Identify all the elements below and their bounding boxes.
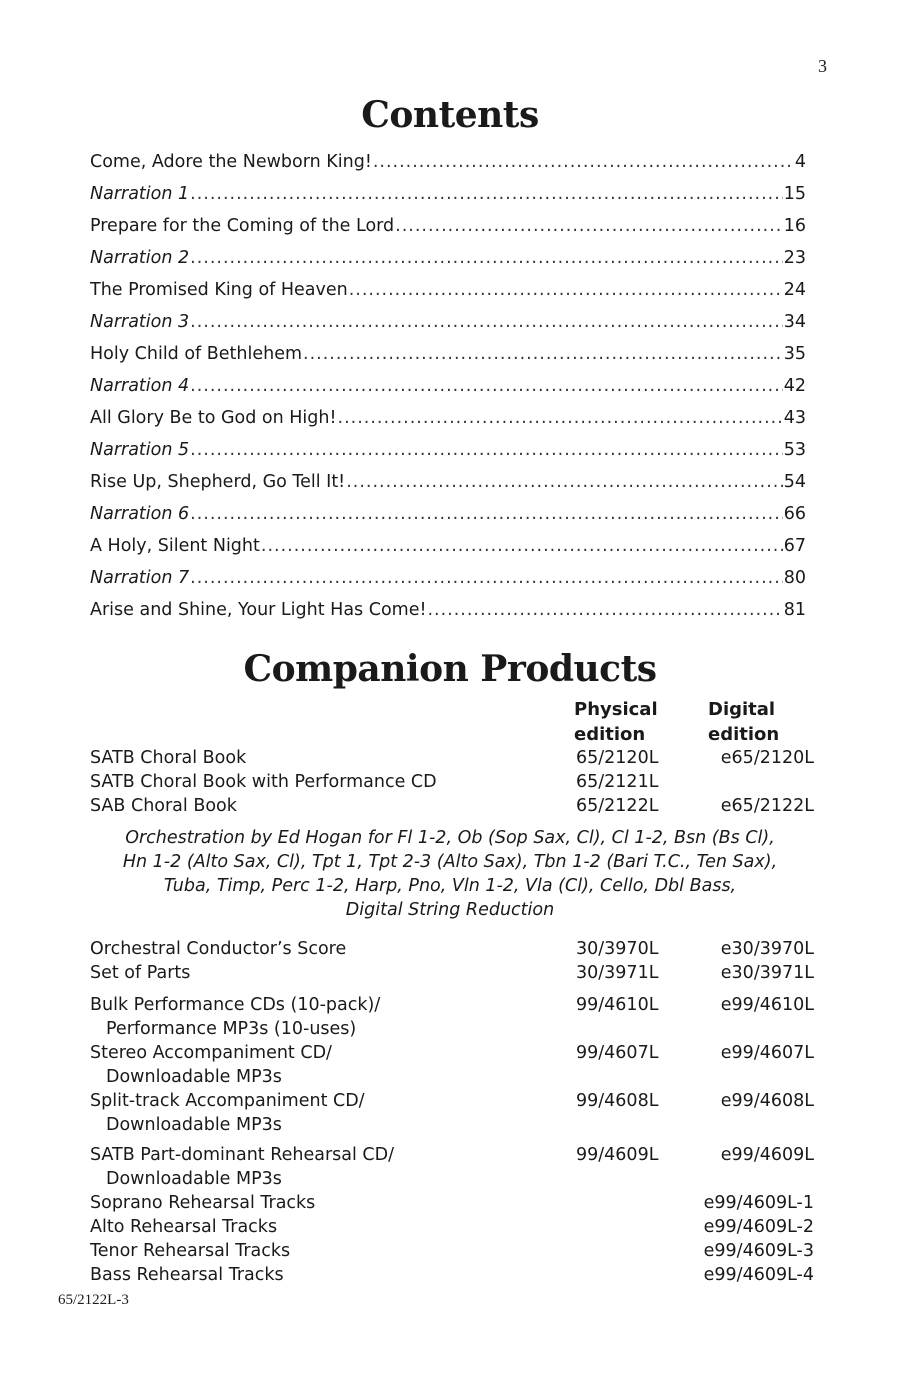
product-name: Split-track Accompaniment CD/ [90,1091,365,1111]
product-name: Set of Parts [90,963,191,983]
product-row [90,1215,814,1239]
toc-entry[interactable] [90,210,806,242]
product-row [90,794,814,818]
toc-entry-title: Prepare for the Coming of the Lord [90,216,395,236]
toc-entry-title: Narration 4 [90,376,190,396]
toc-entry[interactable] [90,530,806,562]
product-row [90,1041,814,1087]
dot-leader [190,242,783,274]
orchestration-line: Hn 1-2 (Alto Sax, Cl), Tpt 1, Tpt 2-3 (Alto Sax), Tbn 1-2 (Bari T.C., Ten Sax), [122,852,778,872]
digital-code: e99/4609L-2 [703,1217,814,1237]
companion-products-heading: Companion Products [243,648,657,690]
toc-entry-page: 42 [783,376,806,396]
product-name: Stereo Accompaniment CD/ [90,1043,332,1063]
physical-code: 99/4610L [576,995,659,1015]
physical-code: 30/3971L [576,963,659,983]
orchestration-line: Tuba, Timp, Perc 1-2, Harp, Pno, Vln 1-2, Vla (Cl), Cello, Dbl Bass, [163,876,737,896]
dot-leader [190,178,783,210]
product-row [90,961,814,985]
toc-entry-title: Narration 2 [90,248,190,268]
product-name-continued: Downloadable MP3s [106,1115,282,1135]
toc-entry-title: All Glory Be to God on High! [90,408,337,428]
footer-product-code: 65/2122L-3 [58,1292,129,1308]
contents-heading: Contents [361,94,539,136]
toc-entry[interactable] [90,498,806,530]
toc-entry[interactable] [90,178,806,210]
digital-code: e99/4607L [720,1043,814,1063]
toc-entry-title: Holy Child of Bethlehem [90,344,303,364]
product-name: SATB Part-dominant Rehearsal CD/ [90,1145,394,1165]
toc-entry-page: 67 [783,536,806,556]
digital-code: e65/2122L [720,796,814,816]
physical-header-line-1: Physical [574,699,658,720]
product-name: SATB Choral Book [90,748,247,768]
dot-leader [190,370,783,402]
product-name: Bass Rehearsal Tracks [90,1265,284,1285]
toc-entry[interactable] [90,562,806,594]
product-row [90,1191,814,1215]
product-row [90,1143,814,1189]
product-row [90,1089,814,1135]
toc-entry-title: Arise and Shine, Your Light Has Come! [90,600,427,620]
product-name-continued: Downloadable MP3s [106,1169,282,1189]
physical-code: 65/2121L [576,772,659,792]
dot-leader [346,466,783,498]
product-row [90,1263,814,1287]
toc-entry-page: 43 [783,408,806,428]
toc-entry-page: 4 [794,152,806,172]
dot-leader [190,434,783,466]
product-row [90,1239,814,1263]
product-row [90,993,814,1039]
product-row [90,770,814,794]
product-name: Soprano Rehearsal Tracks [90,1193,316,1213]
digital-header-line-1: Digital [708,699,776,720]
product-name-continued: Performance MP3s (10-uses) [106,1019,357,1039]
physical-code: 65/2120L [576,748,659,768]
dot-leader [338,402,783,434]
product-name: Bulk Performance CDs (10-pack)/ [90,995,381,1015]
toc-entry-title: Narration 5 [90,440,190,460]
toc-entry-title: Rise Up, Shepherd, Go Tell It! [90,472,346,492]
dot-leader [373,146,794,178]
digital-edition-column-header [708,697,779,747]
toc-entry[interactable] [90,274,806,306]
page-number: 3 [818,56,827,76]
dot-leader [303,338,783,370]
digital-code: e30/3970L [720,939,814,959]
digital-code: e99/4609L-1 [703,1193,814,1213]
toc-entry-page: 80 [783,568,806,588]
product-name: SAB Choral Book [90,796,237,816]
table-of-contents [90,146,806,626]
product-name: Orchestral Conductor’s Score [90,939,347,959]
toc-entry-title: A Holy, Silent Night [90,536,260,556]
dot-leader [427,594,782,626]
digital-header-line-2: edition [708,724,780,745]
product-name: SATB Choral Book with Performance CD [90,772,437,792]
physical-code: 99/4607L [576,1043,659,1063]
physical-code: 99/4608L [576,1091,659,1111]
product-name: Alto Rehearsal Tracks [90,1217,278,1237]
toc-entry-title: Narration 1 [90,184,190,204]
toc-entry-page: 53 [783,440,806,460]
toc-entry-page: 35 [783,344,806,364]
toc-entry[interactable] [90,402,806,434]
physical-code: 65/2122L [576,796,659,816]
physical-header-line-2: edition [574,724,646,745]
digital-code: e30/3971L [720,963,814,983]
toc-entry-title: The Promised King of Heaven [90,280,348,300]
dot-leader [349,274,783,306]
toc-entry-page: 34 [783,312,806,332]
toc-entry-page: 15 [783,184,806,204]
dot-leader [190,498,783,530]
toc-entry-page: 66 [783,504,806,524]
toc-entry[interactable] [90,370,806,402]
digital-code: e99/4610L [720,995,814,1015]
toc-entry-title: Narration 6 [90,504,190,524]
toc-entry-page: 24 [783,280,806,300]
toc-entry[interactable] [90,306,806,338]
digital-code: e99/4609L [720,1145,814,1165]
dot-leader [261,530,783,562]
product-row [90,937,814,961]
toc-entry-page: 54 [783,472,806,492]
dot-leader [190,306,783,338]
toc-entry-title: Narration 7 [90,568,190,588]
orchestration-line: Orchestration by Ed Hogan for Fl 1-2, Ob (Sop Sax, Cl), Cl 1-2, Bsn (Bs Cl), [125,828,775,848]
toc-entry-page: 23 [783,248,806,268]
digital-code: e65/2120L [720,748,814,768]
toc-entry[interactable] [90,434,806,466]
digital-code: e99/4609L-4 [703,1265,814,1285]
physical-code: 30/3970L [576,939,659,959]
digital-code: e99/4609L-3 [703,1241,814,1261]
orchestration-line: Digital String Reduction [345,900,555,920]
toc-entry[interactable] [90,466,806,498]
product-row [90,746,814,770]
toc-entry[interactable] [90,242,806,274]
toc-entry-title: Come, Adore the Newborn King! [90,152,372,172]
digital-code: e99/4608L [720,1091,814,1111]
dot-leader [395,210,783,242]
orchestration-note [100,826,800,922]
toc-entry-title: Narration 3 [90,312,190,332]
toc-entry[interactable] [90,146,806,178]
product-name: Tenor Rehearsal Tracks [90,1241,291,1261]
toc-entry-page: 16 [783,216,806,236]
physical-edition-column-header [574,697,658,747]
toc-entry-page: 81 [783,600,806,620]
dot-leader [190,562,783,594]
physical-code: 99/4609L [576,1145,659,1165]
product-name-continued: Downloadable MP3s [106,1067,282,1087]
toc-entry[interactable] [90,338,806,370]
toc-entry[interactable] [90,594,806,626]
